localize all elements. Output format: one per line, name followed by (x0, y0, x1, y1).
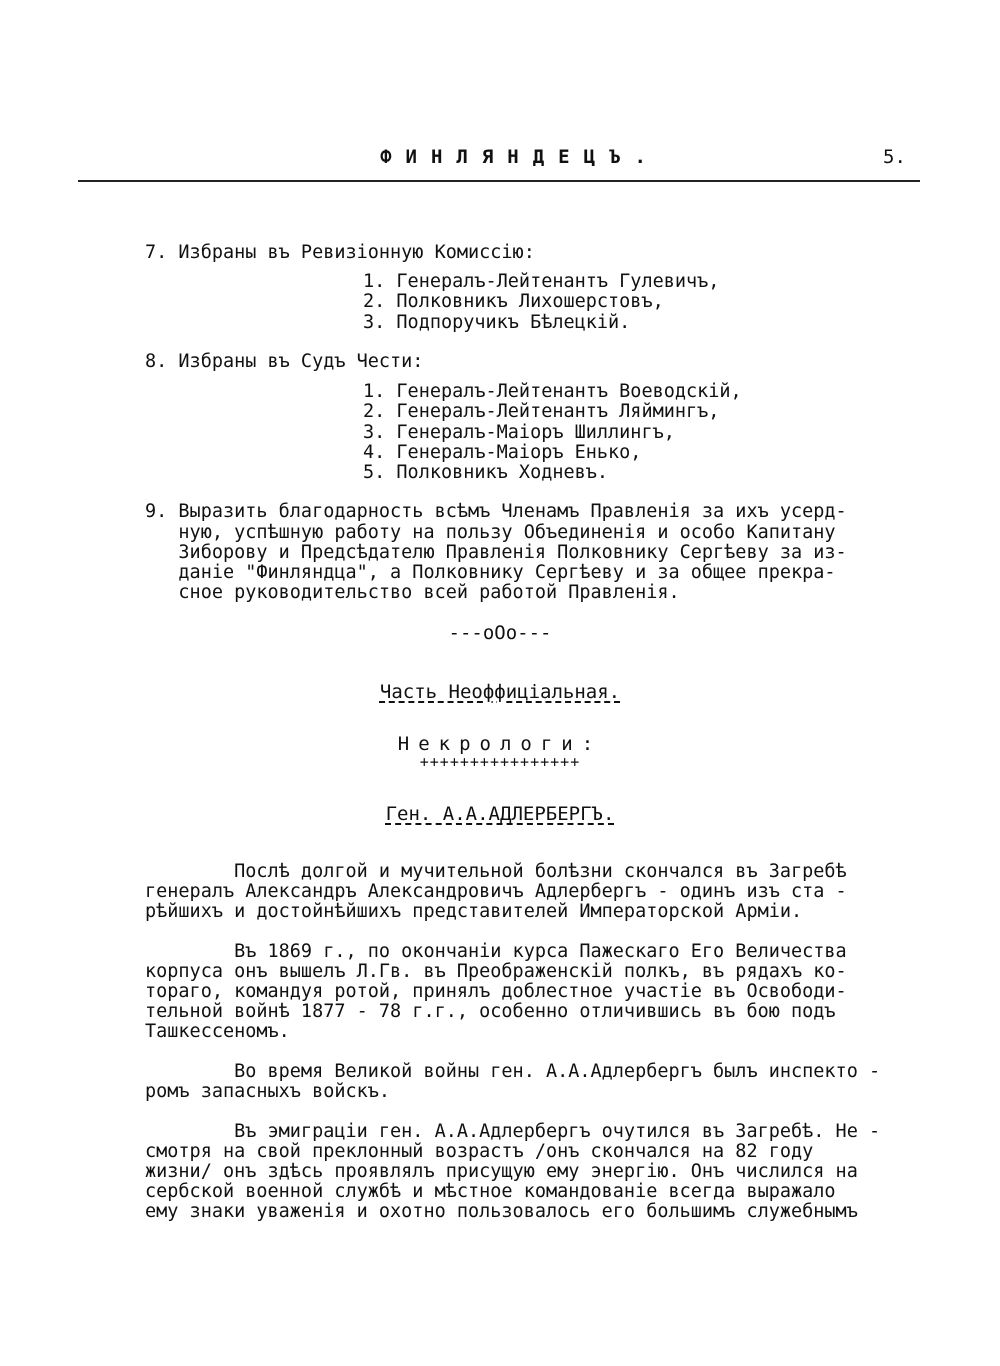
page-number: 5. (883, 146, 906, 168)
obituary-line: корпуса онъ вышелъ Л.Гв. въ Преображенскiй полкъ, въ рядахъ ко- (145, 961, 847, 982)
obituary-line: ему знаки уваженiя и охотно пользовалось его большимъ служебнымъ (145, 1201, 858, 1222)
item-9-line: 9. Выразить благодарность всѣмъ Членамъ Правленiя за ихъ усерд- (145, 501, 847, 522)
obituary-line: сербской военной службѣ и мѣстное командованiе всегда выражало (145, 1181, 836, 1202)
item-8-heading: 8. Избраны въ Судъ Чести: (145, 351, 424, 372)
obituary-line: Послѣ долгой и мучительной болѣзни скончался въ Загребѣ (145, 861, 847, 882)
obituary-line: Въ 1869 г., по окончанiи курса Пажескаго Его Величества (145, 941, 847, 962)
item-7-member: 3. Подпоручикъ Бѣлецкiй. (363, 312, 631, 333)
item-8-member: 2. Генералъ-Лейтенантъ Ляймингъ, (363, 401, 720, 422)
obituary-line: тораго, командуя ротой, принялъ доблестное участiе въ Освободи- (145, 981, 847, 1002)
separator: ---oOo--- (448, 622, 552, 644)
obituary-line: смотря на свой преклонный возрастъ /онъ скончался на 82 году (145, 1141, 814, 1162)
item-7-heading: 7. Избраны въ Ревизiонную Комиссiю: (145, 242, 535, 263)
item-9-line: данiе "Финляндца", а Полковнику Сергѣеву и за общее прекра- (145, 562, 836, 583)
item-8-member: 3. Генералъ-Маiоръ Шиллингъ, (363, 422, 675, 443)
obituary-line: Ташкессеномъ. (145, 1021, 290, 1042)
header-rule (78, 180, 920, 182)
obituary-line: Во время Великой войны ген. А.А.Адлербергъ былъ инспекто - (145, 1061, 881, 1082)
obituary-line: тельной войнѣ 1877 - 78 г.г., особенно отличившись въ бою подъ (145, 1001, 836, 1022)
item-7-member: 2. Полковникъ Лихошерстовъ, (363, 291, 664, 312)
item-8-member: 5. Полковникъ Ходневъ. (363, 462, 609, 483)
obituary-line: Въ эмиграцiи ген. А.А.Адлербергъ очутился въ Загребѣ. Не - (145, 1121, 881, 1142)
item-8-member: 4. Генералъ-Маiоръ Енько, (363, 442, 642, 463)
item-9-line: ную, успѣшную работу на пользу Объединенiя и особо Капитану (145, 522, 836, 543)
obituary-line: жизни/ онъ здѣсь проявлялъ присущую ему энергiю. Онъ числился на (145, 1161, 858, 1182)
obituary-line: генералъ Александръ Александровичъ Адлербергъ - одинъ изъ ста - (145, 881, 847, 902)
obituaries-heading: Некрологи: (397, 733, 603, 755)
section-title: Часть Неоффицiальная. (379, 681, 621, 703)
journal-title: ФИНЛЯНДЕЦЪ. (380, 146, 660, 168)
item-7-member: 1. Генералъ-Лейтенантъ Гулевичъ, (363, 271, 720, 292)
person-heading: Ген. А.А.АДЛЕРБЕРГЪ. (385, 803, 615, 825)
obituary-line: ромъ запасныхъ войскъ. (145, 1081, 391, 1102)
obituary-line: рѣйшихъ и достойнѣйшихъ представителей Императорской Армiи. (145, 901, 803, 922)
plus-divider: ++++++++++++++++ (419, 753, 581, 771)
item-9-line: сное руководительство всей работой Правленiя. (145, 582, 680, 603)
item-9-line: Зиборову и Предсѣдателю Правленiя Полковнику Сергѣеву за из- (145, 542, 847, 563)
item-8-member: 1. Генералъ-Лейтенантъ Воеводскiй, (363, 381, 742, 402)
